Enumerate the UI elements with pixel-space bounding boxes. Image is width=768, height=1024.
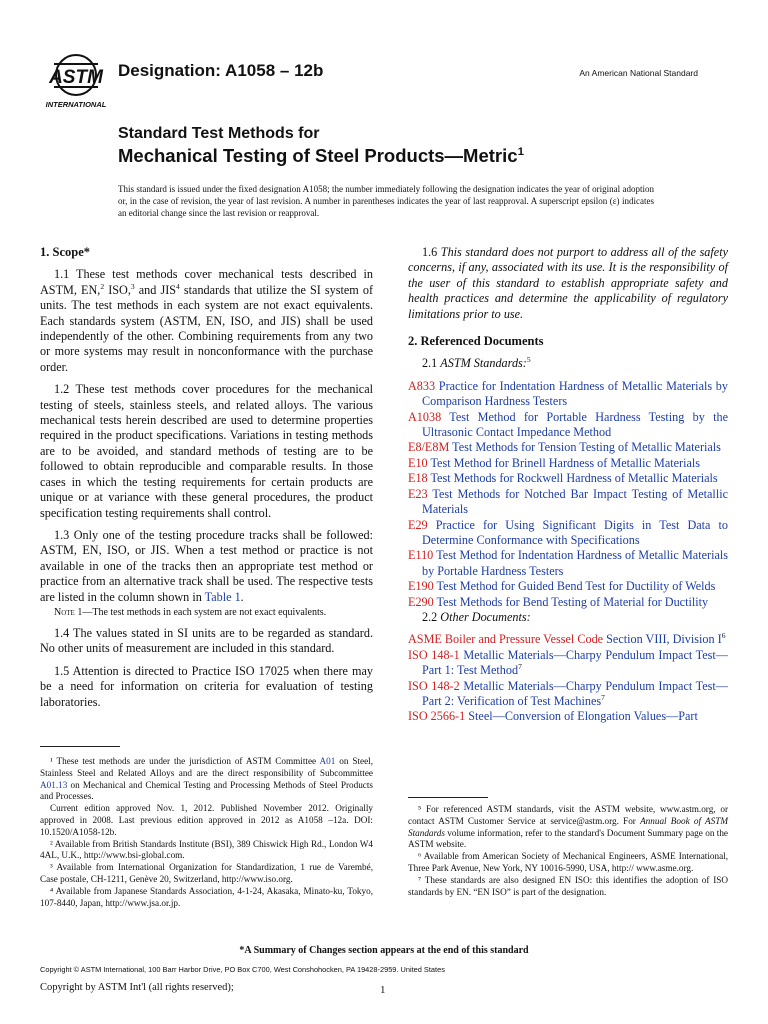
list-item	[408, 518, 728, 549]
page-number: 1	[380, 984, 386, 996]
subcommittee-a01-13-link[interactable]: A01.13	[40, 779, 68, 790]
footnote-mark: 7	[601, 692, 605, 702]
standard-title: Test Methods for Rockwell Hardness of Metallic Materials	[427, 471, 718, 486]
list-item	[408, 379, 728, 410]
list-item	[408, 579, 728, 594]
copyright-line: Copyright © ASTM International, 100 Barr Harbor Drive, PO Box C700, West Conshohocken, PA 19428-2959. United States	[40, 965, 445, 974]
astm-standards-label: 2.1 ASTM Standards:$^5$	[422, 355, 531, 371]
standard-title: Test Methods for Notched Bar Impact Testing of Metallic Materials	[422, 486, 728, 517]
standard-code-link[interactable]: E23	[408, 486, 428, 501]
iso-documents-list	[408, 648, 728, 725]
standard-title: Practice for Using Significant Digits in Test Data to Determine Conformance with Specifications	[422, 517, 728, 547]
standard-title: Test Methods for Bend Testing of Material for Ductility	[433, 594, 709, 609]
title-line-2	[118, 145, 524, 167]
list-item	[408, 709, 728, 724]
standard-title: Metallic Materials—Charpy Pendulum Impact Test—Part 2: Verification of Test Machines	[422, 678, 728, 708]
footnote-3: ³ Available from International Organization for Standardization, 1 rue de Varembé, Case postale, CH-1211, Genève 20, Switzerland, http://www.iso.org.	[40, 862, 373, 884]
title-line-1: Standard Test Methods for	[118, 125, 320, 142]
designation-label: Designation:	[118, 61, 221, 80]
intro-paragraph: This standard is issued under the fixed designation A1058; the number immediately following the designation indicates the year of original adoption or, in the case of revision, the year of last revision. A number in parentheses indicates the year of last reapproval. A superscript epsilon (ε) indicates an editorial change since the last revision or reapproval.	[118, 184, 654, 218]
list-item	[408, 548, 728, 579]
national-standard-label: An American National Standard	[579, 68, 698, 78]
standard-code-link[interactable]: E18	[408, 471, 428, 486]
scope-1-1: 1.1 These test methods cover mechanical tests described in ASTM, EN,$^2$ ISO,$^3$ and JIS$^4$ standards that utilize the SI system of units. The test methods in each system are not exact equivalents. Each standards system (ASTM, EN, ISO, and JIS) shall be used independently of the other. Combining requirements from any two or more systems may result in nonconformance with the purchase order.	[40, 267, 374, 374]
standard-title: Test Method for Guided Bend Test for Ductility of Welds	[433, 579, 716, 594]
committee-a01-link[interactable]: A01	[319, 756, 336, 766]
standard-title: Test Method for Portable Hardness Testing by the Ultrasonic Contact Impedance Method	[422, 409, 728, 440]
standard-title: Test Method for Brinell Hardness of Metallic Materials	[427, 455, 701, 470]
footnote-1: ¹ These test methods are under the jurisdiction of ASTM Committee A01 on Steel, Stainless Steel and Related Alloys and are the direct responsibility of Subcommittee A01.13 on Mechanical and Chemical Testing and Processing Methods of Steel Products and Processes.	[40, 756, 373, 802]
footnote-mark: 7	[518, 662, 522, 672]
standard-code-link[interactable]: E8/E8M	[408, 440, 450, 455]
list-item	[408, 679, 728, 710]
astm-standards-list	[408, 379, 728, 610]
list-item	[408, 471, 728, 486]
footnote-5: ⁵ For referenced ASTM standards, visit the ASTM website, www.astm.org, or contact ASTM Customer Service at service@astm.org. For Annual Book of ASTM Standards volume information, refer to the standard's Document Summary page on the ASTM website.	[408, 804, 729, 850]
standard-title: Steel—Conversion of Elongation Values—Part	[465, 709, 698, 724]
svg-text:ASTM: ASTM	[49, 67, 103, 88]
copyright-user: Copyright by ASTM Int'l (all rights reserved);	[40, 982, 234, 993]
standard-code-link[interactable]: ISO 148-1	[408, 647, 460, 662]
svg-text:INTERNATIONAL: INTERNATIONAL	[45, 100, 107, 109]
other-documents-label: 2.2 Other Documents:	[422, 609, 531, 624]
summary-of-changes-note: *A Summary of Changes section appears at the end of this standard	[239, 945, 529, 956]
standard-title: Test Method for Indentation Hardness of Metallic Materials by Portable Hardness Testers	[422, 548, 728, 578]
list-item	[408, 456, 728, 471]
footnote-divider-left	[40, 746, 120, 747]
footnotes-left	[40, 756, 373, 909]
list-item	[408, 440, 728, 455]
footnote-4: ⁴ Available from Japanese Standards Association, 4-1-24, Akasaka, Minato-ku, Tokyo, 107-8440, Japan, http://www.jsa.or.jp.	[40, 885, 373, 908]
footnote-1-edition: Current edition approved Nov. 1, 2012. Published November 2012. Originally approved in 2008. Last previous edition approved in 2012 as A1058 –12a. DOI: 10.1520/A1058-12b.	[40, 803, 373, 837]
standard-title: Metallic Materials—Charpy Pendulum Impact Test—Part 1: Test Method	[422, 647, 728, 678]
scope-1-3: 1.3 Only one of the testing procedure tracks shall be followed: ASTM, EN, ISO, or JIS. When a test method or practice is not available in one of the tracks then an appropriate test method or practice from an alternative track shall be used. The respective tests are listed in the column shown in Table 1.	[40, 527, 373, 604]
footnote-divider-right	[408, 797, 488, 798]
list-item	[408, 595, 728, 610]
footnote-7: ⁷ These standards are also designed EN ISO: this identifies the adoption of ISO standards by EN. “EN ISO” is part of the designation.	[408, 874, 728, 897]
scope-1-5: 1.5 Attention is directed to Practice ISO 17025 when there may be a need for information on criteria for evaluation of testing laboratories.	[40, 663, 373, 709]
footnote-6: ⁶ Available from American Society of Mechanical Engineers, ASME International, Three Park Avenue, New York, NY 10016-5990, USA, http:// www.asme.org.	[408, 851, 728, 873]
astm-logo	[40, 48, 112, 110]
list-item: ASME Boiler and Pressure Vessel Code Section VIII, Division $I^6$	[408, 631, 726, 647]
list-item	[408, 410, 728, 441]
left-column	[40, 245, 373, 717]
standard-code-link[interactable]: ISO 148-2	[408, 678, 460, 693]
footnote-2: ² Available from British Standards Institute (BSI), 389 Chiswick High Rd., London W4 4AL, U.K., http://www.bsi-global.com.	[40, 838, 373, 861]
title-main: Mechanical Testing of Steel Products—Metric	[118, 145, 518, 166]
footnotes-right	[408, 804, 728, 898]
standard-code-link[interactable]: A1038	[408, 409, 442, 424]
list-item	[408, 487, 728, 518]
asme-code-link[interactable]: ASME Boiler and Pressure Vessel Code	[408, 632, 604, 647]
scope-1-2: 1.2 These test methods cover procedures for the mechanical testing of steels, stainless steels, and related alloys. The various mechanical tests herein described are used to determine properties required in the product specifications. Variations in testing methods are to be avoided, and standard methods of testing are to be followed to obtain reproducible and comparable results. In those cases in which the testing requirements for certain products are unique or at variance with these general procedures, the product specification testing requirements shall control.	[40, 382, 373, 520]
standard-code-link[interactable]: E10	[408, 455, 428, 470]
table-1-link[interactable]: Table 1	[204, 589, 241, 604]
standard-code-link[interactable]: E190	[408, 579, 434, 594]
scope-1-6: 1.6 This standard does not purport to address all of the safety concerns, if any, associated with its use. It is the responsibility of the user of this standard to establish appropriate safety and health practices and determine the applicability of regulatory limitations prior to use.	[408, 245, 728, 321]
referenced-documents-heading: 2. Referenced Documents	[408, 334, 544, 349]
right-column	[408, 245, 728, 725]
standard-code-link[interactable]: ISO 2566-1	[408, 709, 466, 724]
standard-title: Practice for Indentation Hardness of Metallic Materials by Comparison Hardness Testers	[422, 378, 728, 409]
list-item	[408, 648, 728, 679]
title-footnote-mark: 1	[517, 145, 524, 158]
scope-1-4: 1.4 The values stated in SI units are to be regarded as standard. No other units of measurement are included in this standard.	[40, 625, 373, 656]
standard-title: Test Methods for Tension Testing of Metallic Materials	[449, 440, 721, 455]
standard-code-link[interactable]: A833	[408, 378, 436, 393]
designation-number: A1058	[225, 61, 276, 80]
designation-year: 12b	[294, 61, 324, 80]
asme-title: Section VIII, Division I	[603, 632, 722, 647]
note-1: Note 1—The test methods in each system are not exact equivalents.	[54, 606, 327, 618]
other-documents-list	[408, 632, 728, 647]
designation: Designation: A1058 – 12b	[118, 61, 324, 80]
standard-code-link[interactable]: E110	[408, 548, 434, 563]
scope-heading: 1. Scope*	[40, 245, 90, 259]
standard-code-link[interactable]: E290	[408, 594, 434, 609]
standard-code-link[interactable]: E29	[408, 517, 428, 532]
